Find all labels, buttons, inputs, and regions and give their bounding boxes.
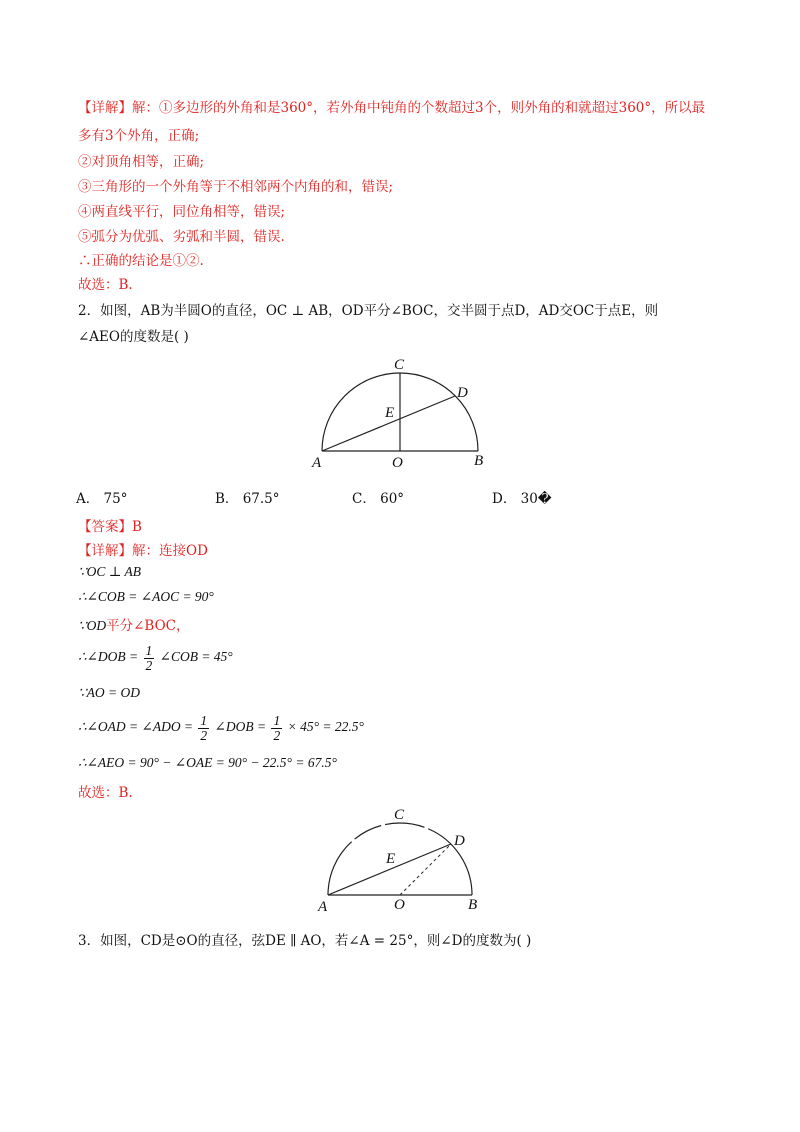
solution-line-5: ④两直线平行，同位角相等，错误;	[78, 204, 286, 220]
fig1-label-e: E	[385, 405, 395, 421]
fig1-label-c: C	[394, 357, 405, 373]
solution-line-3: ②对顶角相等，正确;	[78, 154, 205, 170]
step-6-b: ∠DOB =	[214, 719, 267, 735]
choose-line: 故选：B.	[78, 785, 133, 801]
frac-num-2: 1	[200, 713, 208, 728]
step-5: ∵AO = OD	[78, 685, 140, 700]
frac-den: 2	[145, 657, 153, 673]
figure-semicircle-2	[308, 805, 498, 915]
question-2-line-2: ∠AEO的度数是( )	[78, 329, 189, 345]
solution-line-4: ③三角形的一个外角等于不相邻两个内角的和，错误;	[78, 179, 394, 195]
frac-den-2: 2	[200, 727, 208, 743]
solution-line-8: 故选：B.	[78, 277, 133, 293]
question-2-line-1: 2．如图，AB为半圆O的直径，OC ⊥ AB，OD平分∠BOC，交半圆于点D，AD交OC于点E，则	[78, 303, 659, 319]
fig1-label-b: B	[474, 453, 484, 469]
fig2-label-d: D	[454, 833, 465, 849]
step-3-math: ∵OD	[78, 618, 107, 633]
option-c: C． 60°	[352, 491, 405, 507]
solution-line-7: ∴正确的结论是①②.	[78, 253, 204, 269]
step-6	[78, 714, 364, 742]
option-d: D． 30�	[492, 491, 552, 507]
step-1: ∵OC ⊥ AB	[78, 564, 142, 579]
solution-line-1: 【详解】解：①多边形的外角和是360°，若外角中钝角的个数超过3个，则外角的和就超过360°，所以最	[78, 100, 706, 116]
fraction-half-2	[198, 714, 209, 742]
answer-line: 【答案】B	[78, 519, 142, 535]
step-2: ∴∠COB = ∠AOC = 90°	[78, 589, 214, 604]
option-b: B． 67.5°	[215, 491, 280, 507]
fig2-label-o: O	[394, 897, 405, 913]
fig2-label-c: C	[394, 807, 405, 823]
fraction-half	[144, 644, 155, 672]
frac-num-3: 1	[273, 713, 281, 728]
step-4	[78, 644, 233, 672]
question-3-line-1: 3．如图，CD是⊙O的直径，弦DE ∥ AO，若∠A = 25°，则∠D的度数为( )	[78, 933, 532, 949]
solution-line-2: 多有3个外角，正确;	[78, 128, 200, 144]
step-3-text: 平分∠BOC，	[106, 618, 190, 634]
frac-den-3: 2	[273, 727, 281, 743]
solution-line-6: ⑤弧分为优弧、劣弧和半圆，错误.	[78, 229, 285, 245]
fig2-label-a: A	[318, 899, 328, 915]
fig1-label-o: O	[392, 455, 403, 470]
fig1-label-a: A	[312, 455, 322, 470]
step-6-c: × 45° = 22.5°	[287, 719, 364, 735]
figure-semicircle-1	[300, 355, 500, 470]
step-6-a: ∴∠OAD = ∠ADO =	[78, 719, 194, 735]
step-7: ∴∠AEO = 90° − ∠OAE = 90° − 22.5° = 67.5°	[78, 755, 337, 770]
step-3	[78, 614, 189, 634]
fraction-half-3	[271, 714, 282, 742]
frac-num: 1	[145, 643, 153, 658]
fig2-label-e: E	[386, 851, 396, 867]
fig2-label-b: B	[468, 897, 478, 913]
step-4-left: ∴∠DOB =	[78, 649, 139, 665]
option-a: A． 75°	[76, 491, 128, 507]
fig1-label-d: D	[457, 385, 468, 401]
detail-line: 【详解】解：连接OD	[78, 543, 208, 559]
step-4-right: ∠COB = 45°	[159, 649, 233, 665]
